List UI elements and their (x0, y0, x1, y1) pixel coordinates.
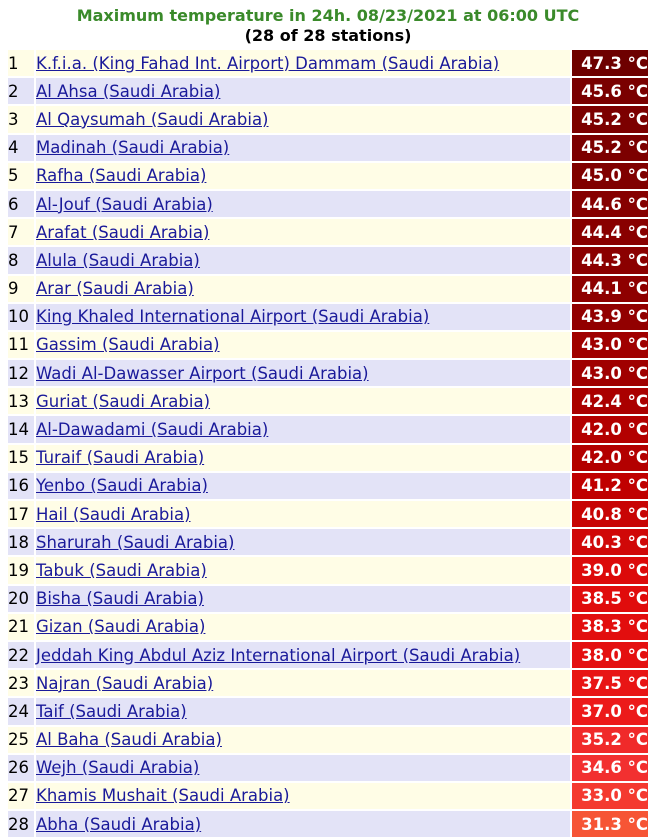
station-name-cell (36, 755, 570, 783)
temperature-value: 45.2 °C (570, 106, 648, 134)
station-link[interactable]: Gizan (Saudi Arabia) (36, 617, 206, 637)
station-link[interactable]: Al Qaysumah (Saudi Arabia) (36, 109, 269, 129)
temperature-value: 40.8 °C (570, 501, 648, 529)
table-row (8, 670, 648, 698)
station-rank: 17 (8, 501, 36, 529)
station-rank: 25 (8, 727, 36, 755)
station-name-cell (36, 276, 570, 304)
station-name-cell (36, 219, 570, 247)
station-rank: 13 (8, 388, 36, 416)
table-row (8, 50, 648, 78)
table-row (8, 388, 648, 416)
table-row (8, 811, 648, 839)
station-name-cell (36, 360, 570, 388)
table-row (8, 755, 648, 783)
station-name-cell (36, 191, 570, 219)
station-rank: 11 (8, 332, 36, 360)
station-name-cell (36, 332, 570, 360)
table-row (8, 698, 648, 726)
temperature-value: 42.0 °C (570, 416, 648, 444)
table-row (8, 557, 648, 585)
station-link[interactable]: Al-Jouf (Saudi Arabia) (36, 194, 213, 214)
stations-table-body (8, 50, 648, 839)
station-name-cell (36, 473, 570, 501)
table-row (8, 332, 648, 360)
station-name-cell (36, 135, 570, 163)
station-name-cell (36, 501, 570, 529)
station-name-cell (36, 50, 570, 78)
station-name-cell (36, 670, 570, 698)
station-name-cell (36, 586, 570, 614)
temperature-value: 45.6 °C (570, 78, 648, 106)
station-rank: 18 (8, 529, 36, 557)
station-link[interactable]: Arar (Saudi Arabia) (36, 279, 194, 299)
table-row (8, 642, 648, 670)
station-link[interactable]: Najran (Saudi Arabia) (36, 673, 214, 693)
table-row (8, 106, 648, 134)
station-name-cell (36, 388, 570, 416)
temperature-value: 40.3 °C (570, 529, 648, 557)
stations-table (8, 50, 648, 839)
header (0, 0, 656, 46)
table-row (8, 586, 648, 614)
station-link[interactable]: Alula (Saudi Arabia) (36, 250, 200, 270)
temperature-value: 45.0 °C (570, 163, 648, 191)
table-row (8, 445, 648, 473)
station-name-cell (36, 163, 570, 191)
temperature-value: 33.0 °C (570, 783, 648, 811)
table-row (8, 219, 648, 247)
station-link[interactable]: Jeddah King Abdul Aziz International Airport (Saudi Arabia) (36, 645, 521, 665)
temperature-value: 44.3 °C (570, 247, 648, 275)
station-name-cell (36, 416, 570, 444)
station-link[interactable]: Rafha (Saudi Arabia) (36, 166, 207, 186)
station-rank: 26 (8, 755, 36, 783)
temperature-value: 31.3 °C (570, 811, 648, 839)
temperature-value: 39.0 °C (570, 557, 648, 585)
table-row (8, 783, 648, 811)
temperature-value: 42.0 °C (570, 445, 648, 473)
table-row (8, 191, 648, 219)
temperature-value: 37.0 °C (570, 698, 648, 726)
station-name-cell (36, 106, 570, 134)
station-rank: 28 (8, 811, 36, 839)
station-link[interactable]: Bisha (Saudi Arabia) (36, 589, 204, 609)
temperature-value: 38.3 °C (570, 614, 648, 642)
station-rank: 22 (8, 642, 36, 670)
station-rank: 4 (8, 135, 36, 163)
station-link[interactable]: Wadi Al-Dawasser Airport (Saudi Arabia) (36, 363, 369, 383)
station-name-cell (36, 698, 570, 726)
station-rank: 19 (8, 557, 36, 585)
station-rank: 24 (8, 698, 36, 726)
station-rank: 8 (8, 247, 36, 275)
temperature-value: 47.3 °C (570, 50, 648, 78)
table-row (8, 416, 648, 444)
station-link[interactable]: Khamis Mushait (Saudi Arabia) (36, 786, 290, 806)
table-row (8, 163, 648, 191)
table-row (8, 727, 648, 755)
station-name-cell (36, 642, 570, 670)
temperature-value: 44.1 °C (570, 276, 648, 304)
station-name-cell (36, 304, 570, 332)
station-rank: 15 (8, 445, 36, 473)
station-link[interactable]: Wejh (Saudi Arabia) (36, 758, 200, 778)
station-link[interactable]: Guriat (Saudi Arabia) (36, 391, 211, 411)
station-count: (28 of 28 stations) (244, 26, 412, 45)
station-rank: 2 (8, 78, 36, 106)
station-link[interactable]: Abha (Saudi Arabia) (36, 814, 202, 834)
station-name-cell (36, 727, 570, 755)
temperature-value: 34.6 °C (570, 755, 648, 783)
station-name-cell (36, 614, 570, 642)
station-rank: 23 (8, 670, 36, 698)
table-row (8, 473, 648, 501)
temperature-value: 43.0 °C (570, 332, 648, 360)
temperature-value: 44.4 °C (570, 219, 648, 247)
temperature-value: 42.4 °C (570, 388, 648, 416)
station-link[interactable]: Al-Dawadami (Saudi Arabia) (36, 420, 269, 440)
table-row (8, 247, 648, 275)
temperature-value: 45.2 °C (570, 135, 648, 163)
table-row (8, 135, 648, 163)
station-link[interactable]: Yenbo (Saudi Arabia) (36, 476, 208, 496)
temperature-value: 38.5 °C (570, 586, 648, 614)
station-link[interactable]: King Khaled International Airport (Saudi Arabia) (36, 307, 430, 327)
station-rank: 9 (8, 276, 36, 304)
station-name-cell (36, 557, 570, 585)
station-rank: 27 (8, 783, 36, 811)
temperature-value: 44.6 °C (570, 191, 648, 219)
table-row (8, 529, 648, 557)
station-rank: 16 (8, 473, 36, 501)
station-name-cell (36, 247, 570, 275)
station-link[interactable]: K.f.i.a. (King Fahad Int. Airport) Dammam (Saudi Arabia) (36, 53, 500, 73)
table-row (8, 360, 648, 388)
station-link[interactable]: Arafat (Saudi Arabia) (36, 222, 210, 242)
temperature-value: 41.2 °C (570, 473, 648, 501)
table-row (8, 614, 648, 642)
page-title: Maximum temperature in 24h. 08/23/2021 at 06:00 UTC (76, 6, 580, 25)
station-link[interactable]: Turaif (Saudi Arabia) (36, 448, 205, 468)
station-link[interactable]: Taif (Saudi Arabia) (36, 701, 187, 721)
table-row (8, 78, 648, 106)
station-link[interactable]: Hail (Saudi Arabia) (36, 504, 191, 524)
temperature-value: 38.0 °C (570, 642, 648, 670)
station-rank: 5 (8, 163, 36, 191)
table-row (8, 276, 648, 304)
station-rank: 12 (8, 360, 36, 388)
table-row (8, 304, 648, 332)
temperature-value: 35.2 °C (570, 727, 648, 755)
station-rank: 10 (8, 304, 36, 332)
station-link[interactable]: Sharurah (Saudi Arabia) (36, 532, 235, 552)
station-rank: 7 (8, 219, 36, 247)
station-name-cell (36, 445, 570, 473)
station-rank: 21 (8, 614, 36, 642)
station-rank: 20 (8, 586, 36, 614)
station-name-cell (36, 529, 570, 557)
station-rank: 3 (8, 106, 36, 134)
station-link[interactable]: Al Ahsa (Saudi Arabia) (36, 81, 221, 101)
station-rank: 1 (8, 50, 36, 78)
station-link[interactable]: Tabuk (Saudi Arabia) (36, 560, 207, 580)
station-name-cell (36, 783, 570, 811)
station-rank: 14 (8, 416, 36, 444)
table-row (8, 501, 648, 529)
station-name-cell (36, 811, 570, 839)
temperature-value: 43.0 °C (570, 360, 648, 388)
temperature-value: 37.5 °C (570, 670, 648, 698)
station-link[interactable]: Madinah (Saudi Arabia) (36, 138, 230, 158)
station-name-cell (36, 78, 570, 106)
temperature-value: 43.9 °C (570, 304, 648, 332)
station-rank: 6 (8, 191, 36, 219)
station-link[interactable]: Al Baha (Saudi Arabia) (36, 730, 222, 750)
station-link[interactable]: Gassim (Saudi Arabia) (36, 335, 220, 355)
